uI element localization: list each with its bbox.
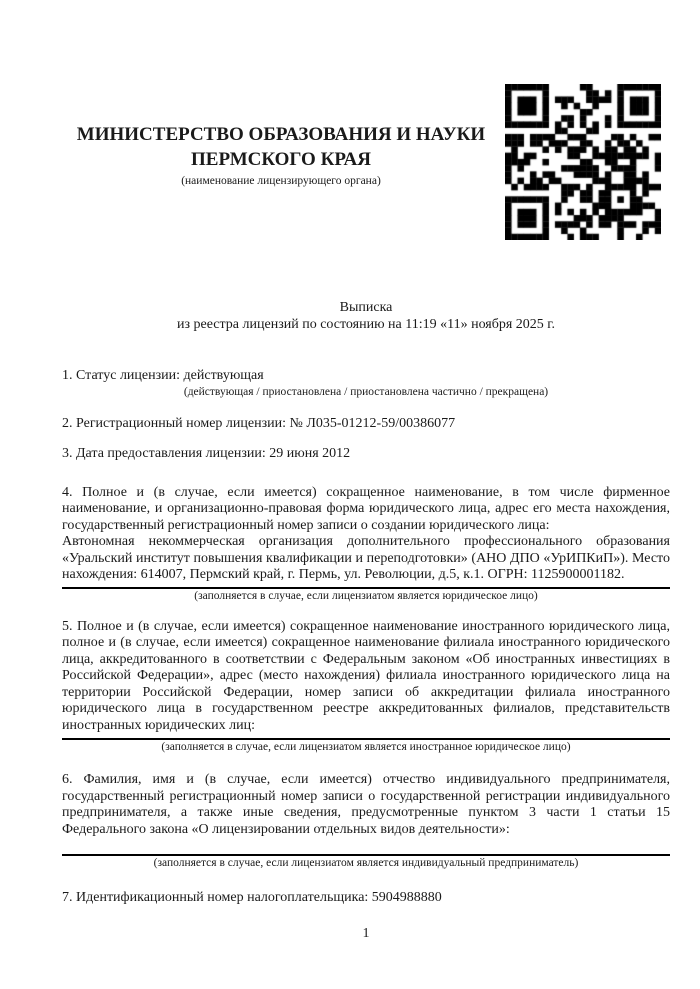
individual-entrepreneur-caption: (заполняется в случае, если лицензиатом является индивидуальный предприниматель): [153, 857, 579, 869]
taxpayer-inn-text: 7. Идентификационный номер налогоплательщика: 5904988880: [62, 890, 442, 905]
foreign-entity-label: 5. Полное и (в случае, если имеется) сокращенное наименование иностранного юридического лица, полное и (в случае, если имеется) сокращенное наименование филиала иностранного юридического лица, аккредитованного в соответствии с Федеральным законом «Об иностранных инвестициях в Российской Федерации», адрес (место нахождения) филиала иностранного юридического лица на территории Российской Федерации, номер записи об аккредитации филиала иностранного юридического лица в государственном реестре аккредитованных филиалов, представительств иностранных юридических лиц:: [62, 618, 670, 733]
qr-code: [505, 84, 661, 240]
extract-title: Выписка: [339, 300, 393, 315]
page-number: 1: [362, 925, 370, 941]
foreign-entity-caption: (заполняется в случае, если лицензиатом является иностранное юридическое лицо): [161, 741, 571, 753]
ministry-caption: (наименование лицензирующего органа): [181, 175, 381, 187]
legal-entity-value: Автономная некоммерческая организация дополнительного профессионального образования «Уральский институт повышения квалификации и переподготовки» (АНО ДПО «УрИПКиП»). Место нахождения: 614007, Пермский край, г. Пермь, ул. Революции, д.5, к.1. ОГРН: 1125900001182.: [62, 534, 670, 582]
licensing-authority-header: [62, 122, 500, 188]
extract-title-block: [62, 300, 670, 333]
legal-entity-label: 4. Полное и (в случае, если имеется) сокращенное наименование, в том числе фирменное наименование, и организационно-правовая форма юридического лица, адрес его места нахождения, государственный регистрационный номер записи о создании юридического лица:: [62, 484, 670, 533]
license-status-options-caption: (действующая / приостановлена / приостановлена частично / прекращена): [183, 385, 549, 398]
ministry-name-line2: ПЕРМСКОГО КРАЯ: [191, 149, 371, 170]
ministry-name-line1: МИНИСТЕРСТВО ОБРАЗОВАНИЯ И НАУКИ: [76, 124, 486, 145]
document-content: [0, 122, 700, 942]
individual-entrepreneur-label: 6. Фамилия, имя и (в случае, если имеется) отчество индивидуального предпринимателя, государственный регистрационный номер записи о государственной регистрации индивидуального предпринимателя, а также иные сведения, предусмотренные пунктом 3 части 1 статьи 15 Федерального закона «О лицензировании отдельных видов деятельности»:: [62, 772, 670, 837]
extract-subtitle: из реестра лицензий по состоянию на 11:19 «11» ноября 2025 г.: [177, 316, 555, 332]
legal-entity-caption: (заполняется в случае, если лицензиатом является юридическое лицо): [194, 589, 538, 602]
license-reg-number-text: 2. Регистрационный номер лицензии: № Л035-01212-59/00386077: [62, 415, 456, 431]
license-grant-date-text: 3. Дата предоставления лицензии: 29 июня 2012: [62, 446, 351, 461]
license-status-text: 1. Статус лицензии: действующая: [62, 368, 264, 383]
